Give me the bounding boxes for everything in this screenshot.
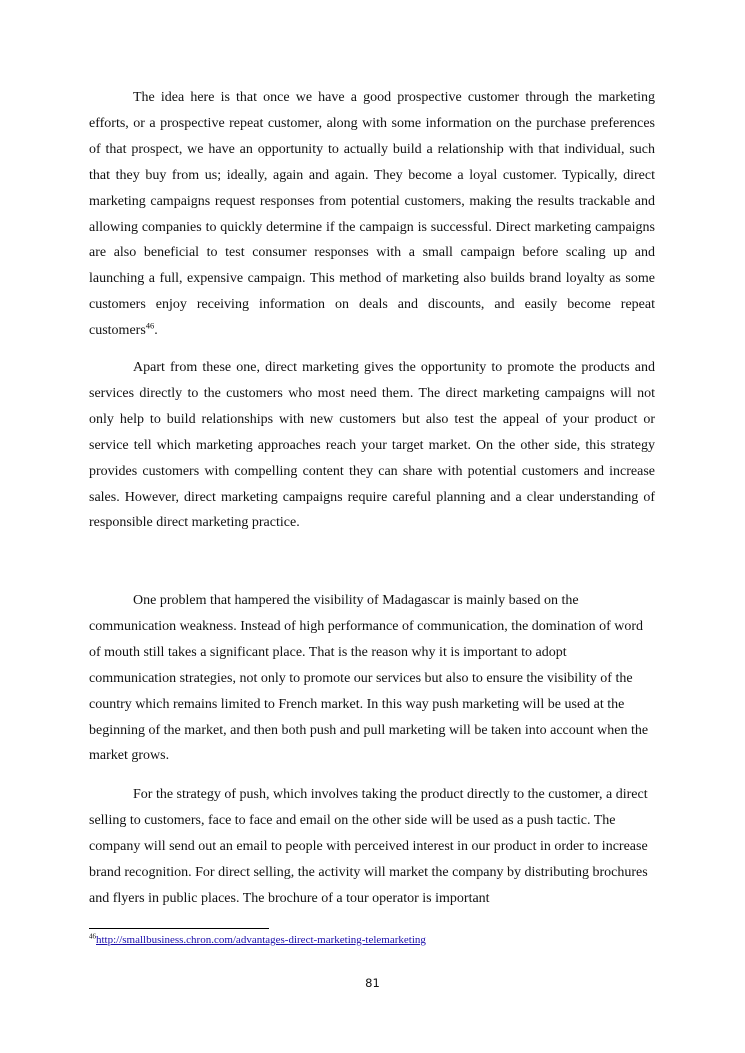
page-number: 81 — [365, 976, 380, 990]
footnote — [89, 934, 426, 946]
paragraph-direct-marketing-opportunity: Apart from these one, direct marketing gives the opportunity to promote the products and services directly to the customers who most need them. The direct marketing campaigns will not only help to build relationships with new customers but also test the appeal of your product or service tell which marketing approaches reach your target market. On the other side, this strategy provides customers with compelling content they can share with potential customers and increase sales. However, direct marketing campaigns require careful planning and a clear understanding of responsible direct marketing practice. — [89, 360, 655, 531]
paragraph-madagascar-visibility: One problem that hampered the visibility of Madagascar is mainly based on the communication weakness. Instead of high performance of communication, the domination of word of mouth still takes a significant place. That is the reason why it is important to adopt communication strategies, not only to promote our services but also to ensure the visibility of the country which remains limited to French market. In this way push marketing will be used at the beginning of the market, and then both push and pull marketing will be taken into account when the market grows. — [89, 593, 649, 764]
paragraph-text: The idea here is that once we have a good prospective customer through the marketing efforts, or a prospective repeat customer, along with some information on the purchase preferences of that prospect, we have an opportunity to actually build a relationship with that individual, such that they buy from us; ideally, again and again. They become a loyal customer. Typically, direct marketing campaigns request responses from potential customers, making the results trackable and allowing companies to quickly determine if the campaign is successful. Direct marketing campaigns are also beneficial to test consumer responses with a small campaign before scaling up and launching a full, expensive campaign. This method of marketing also builds brand loyalty as some customers enjoy receiving information on deals and discounts, and easily become repeat customers — [89, 90, 655, 339]
footnote-separator — [89, 928, 269, 929]
footnote-reference: 46 — [145, 320, 155, 331]
paragraph-direct-marketing-relationship — [89, 85, 655, 344]
footnote-link[interactable]: http://smallbusiness.chron.com/advantages-direct-marketing-telemarketing — [96, 934, 426, 946]
paragraph-push-strategy: For the strategy of push, which involves taking the product directly to the customer, a direct selling to customers, face to face and email on the other side will be used as a push tactic. The company will send out an email to people with perceived interest in our product in order to increase brand recognition. For direct selling, the activity will market the company by distributing brochures and flyers in public places. The brochure of a tour operator is important — [89, 787, 648, 906]
footnote-number: 46 — [89, 932, 96, 941]
paragraph-end: . — [154, 323, 158, 339]
